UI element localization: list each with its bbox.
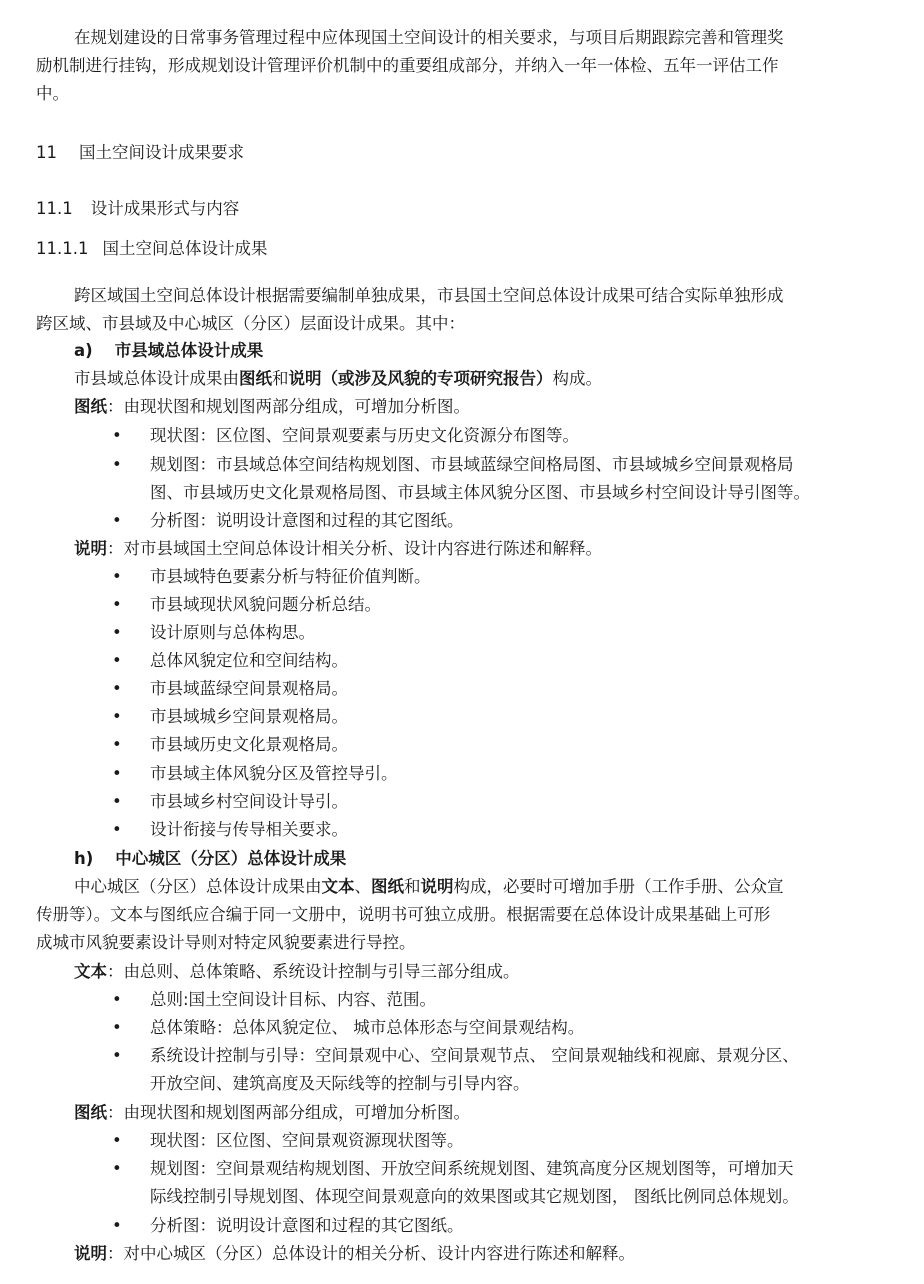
- section-a-label: a): [74, 341, 93, 360]
- section-h-shuoming-text: ：对中心城区（分区）总体设计的相关分析、设计内容进行陈述和解释。: [107, 1244, 635, 1263]
- bullet-icon: •: [112, 567, 122, 586]
- bullet-icon: •: [112, 820, 122, 839]
- section-h-para-line-2: 传册等）。文本与图纸应合编于同一文册中，说明书可独立成册。根据需要在总体设计成果基础上可形: [36, 905, 771, 924]
- section-a-intro-end: 构成。: [552, 369, 602, 388]
- intro-line-3: 中。: [36, 84, 69, 103]
- heading-11-1: [36, 195, 239, 223]
- section-h-wenben-label: 文本: [74, 962, 107, 981]
- section-h-wenben-text: ：由总则、总体策略、系统设计控制与引导三部分组成。: [107, 962, 520, 981]
- list-item: 市县域历史文化景观格局。: [150, 735, 348, 754]
- bullet-icon: •: [112, 511, 122, 530]
- section-h-para-bold-wenben: 文本: [321, 877, 355, 896]
- section-h-para-line-3: 成城市风貌要素设计导则对特定风貌要素进行导控。: [36, 933, 416, 952]
- section-a-intro: [74, 365, 602, 393]
- section-h-wenben: [74, 958, 520, 986]
- section-a-tuzhi-item-1: 现状图：区位图、空间景观要素与历史文化资源分布图等。: [150, 426, 579, 445]
- intro-line-1: 在规划建设的日常事务管理过程中应体现国土空间设计的相关要求，与项目后期跟踪完善和管理奖: [74, 28, 784, 47]
- section-h-shuoming: [74, 1240, 635, 1268]
- section-a-shuoming-text: ：对市县域国土空间总体设计相关分析、设计内容进行陈述和解释。: [107, 539, 602, 558]
- list-item: 分析图：说明设计意图和过程的其它图纸。: [150, 1216, 464, 1235]
- section-h-para-text-end: 构成，必要时可增加手册（工作手册、公众宣: [453, 877, 784, 896]
- bullet-icon: •: [112, 679, 122, 698]
- intro-line-2: 励机制进行挂钩，形成规划设计管理评价机制中的重要组成部分，并纳入一年一体检、五年一评估工作: [36, 56, 779, 75]
- section-a-heading: [74, 337, 263, 365]
- section-a-intro-bold-shuoming: 说明（或涉及风貌的专项研究报告）: [288, 369, 553, 388]
- section-a-shuoming-label: 说明: [74, 539, 107, 558]
- heading-11-1-1-number: 11.1.1: [36, 239, 89, 258]
- section-h-heading: [74, 845, 346, 873]
- list-item: 市县域蓝绿空间景观格局。: [150, 679, 348, 698]
- section-a-intro-text: 市县域总体设计成果由: [74, 369, 239, 388]
- bullet-icon: •: [112, 455, 122, 474]
- section-a-tuzhi-label: 图纸: [74, 397, 107, 416]
- bullet-icon: •: [112, 1046, 122, 1065]
- section-a-intro-and: 和: [272, 369, 289, 388]
- section-h-tuzhi-label: 图纸: [74, 1103, 107, 1122]
- heading-11-title: 国土空间设计成果要求: [79, 143, 244, 162]
- section-a-tuzhi-item-2: 规划图：市县域总体空间结构规划图、市县域蓝绿空间格局图、市县域城乡空间景观格局: [150, 455, 794, 474]
- list-item: 总体策略：总体风貌定位、 城市总体形态与空间景观结构。: [150, 1018, 585, 1037]
- section-h-para-and: 和: [404, 877, 421, 896]
- bullet-icon: •: [112, 764, 122, 783]
- list-item: 市县域城乡空间景观格局。: [150, 707, 348, 726]
- section-a-tuzhi-item-2-cont: 图、市县域历史文化景观格局图、市县域主体风貌分区图、市县域乡村空间设计导引图等。: [150, 483, 810, 502]
- list-item: 市县域乡村空间设计导引。: [150, 792, 348, 811]
- bullet-icon: •: [112, 1216, 122, 1235]
- section-h-para-line-1: [74, 873, 784, 901]
- para1-line-2: 跨区域、市县域及中心城区（分区）层面设计成果。其中：: [36, 314, 465, 333]
- section-h-tuzhi: [74, 1099, 470, 1127]
- list-item-cont: 开放空间、建筑高度及天际线等的控制与引导内容。: [150, 1074, 530, 1093]
- list-item: 规划图：空间景观结构规划图、开放空间系统规划图、建筑高度分区规划图等，可增加天: [150, 1159, 794, 1178]
- bullet-icon: •: [112, 1018, 122, 1037]
- section-a-tuzhi: [74, 393, 470, 421]
- bullet-icon: •: [112, 623, 122, 642]
- section-a-intro-bold-tuzhi: 图纸: [239, 369, 272, 388]
- list-item-cont: 际线控制引导规划图、体现空间景观意向的效果图或其它规划图， 图纸比例同总体规划。: [150, 1187, 799, 1206]
- section-a-title: 市县域总体设计成果: [114, 341, 264, 360]
- list-item: 市县域主体风貌分区及管控导引。: [150, 764, 398, 783]
- list-item: 现状图：区位图、空间景观资源现状图等。: [150, 1131, 464, 1150]
- section-h-label: h): [74, 849, 94, 868]
- list-item: 总体风貌定位和空间结构。: [150, 651, 348, 670]
- bullet-icon: •: [112, 595, 122, 614]
- list-item: 设计原则与总体构思。: [150, 623, 315, 642]
- section-h-para-bold-shuoming: 说明: [420, 877, 454, 896]
- section-a-tuzhi-text: ：由现状图和规划图两部分组成，可增加分析图。: [107, 397, 470, 416]
- section-a-tuzhi-item-3: 分析图：说明设计意图和过程的其它图纸。: [150, 511, 464, 530]
- section-h-shuoming-label: 说明: [74, 1244, 107, 1263]
- heading-11: [36, 139, 244, 167]
- section-h-para-sep: 、: [354, 877, 371, 896]
- bullet-icon: •: [112, 426, 122, 445]
- heading-11-1-title: 设计成果形式与内容: [90, 199, 240, 218]
- bullet-icon: •: [112, 990, 122, 1009]
- heading-11-1-1-title: 国土空间总体设计成果: [102, 239, 268, 258]
- list-item: 总则:国土空间设计目标、内容、范围。: [150, 990, 437, 1009]
- heading-11-number: 11: [36, 143, 57, 162]
- bullet-icon: •: [112, 1159, 122, 1178]
- list-item: 市县域特色要素分析与特征价值判断。: [150, 567, 431, 586]
- list-item: 系统设计控制与引导：空间景观中心、空间景观节点、 空间景观轴线和视廊、景观分区、: [150, 1046, 799, 1065]
- section-h-para-bold-tuzhi: 图纸: [371, 877, 404, 896]
- para1-line-1: 跨区域国土空间总体设计根据需要编制单独成果，市县国土空间总体设计成果可结合实际单独形成: [74, 286, 784, 305]
- bullet-icon: •: [112, 735, 122, 754]
- heading-11-1-1: [36, 235, 267, 263]
- bullet-icon: •: [112, 651, 122, 670]
- list-item: 市县域现状风貌问题分析总结。: [150, 595, 381, 614]
- section-h-tuzhi-text: ：由现状图和规划图两部分组成，可增加分析图。: [107, 1103, 470, 1122]
- heading-11-1-number: 11.1: [36, 199, 73, 218]
- list-item: 设计衔接与传导相关要求。: [150, 820, 348, 839]
- section-h-title: 中心城区（分区）总体设计成果: [115, 849, 347, 868]
- bullet-icon: •: [112, 1131, 122, 1150]
- bullet-icon: •: [112, 707, 122, 726]
- section-h-para-text: 中心城区（分区）总体设计成果由: [74, 877, 322, 896]
- bullet-icon: •: [112, 792, 122, 811]
- section-a-shuoming: [74, 535, 602, 563]
